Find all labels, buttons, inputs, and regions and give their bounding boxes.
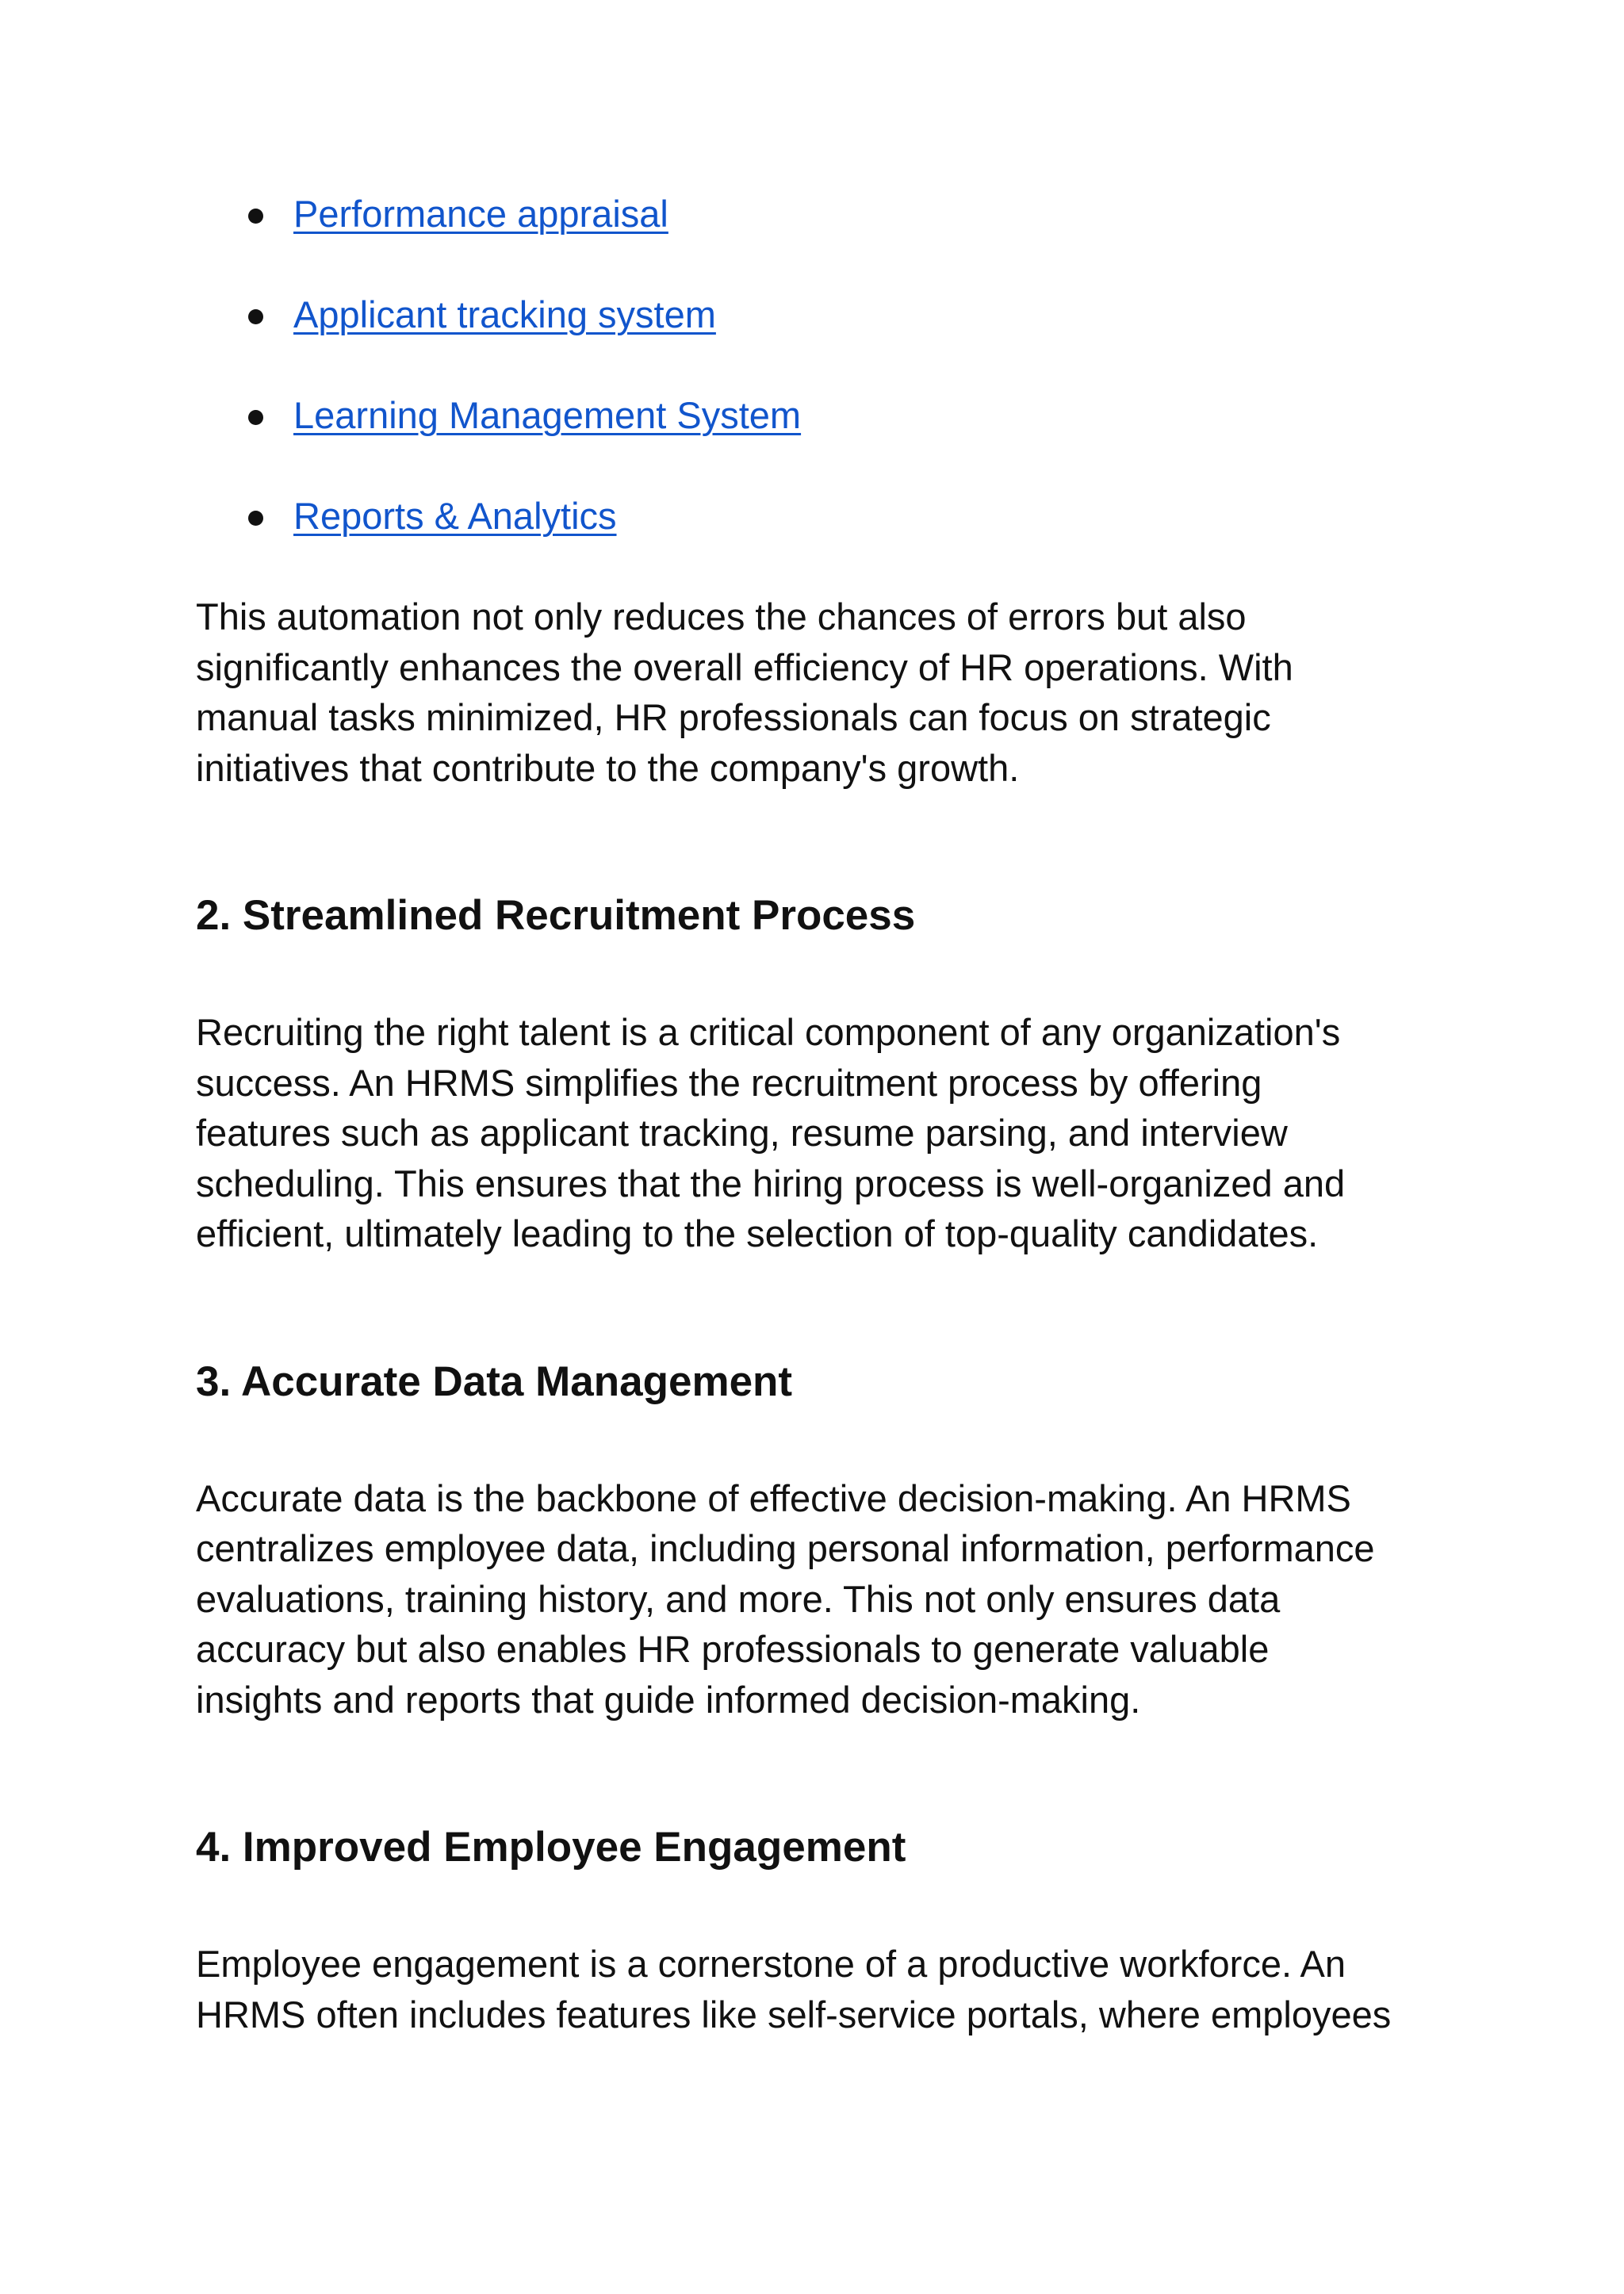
- section-heading-data-management: 3. Accurate Data Management: [196, 1358, 793, 1405]
- bullet-icon: [248, 209, 263, 224]
- link-applicant-tracking-system[interactable]: Applicant tracking system: [293, 293, 716, 335]
- list-item: [196, 390, 1465, 491]
- link-reports-analytics[interactable]: Reports & Analytics: [293, 495, 617, 537]
- section-paragraph-recruitment: Recruiting the right talent is a critical component of any organization's success. An HRMS simplifies the recruitment process by offering features such as applicant tracking, resume parsing, and interview scheduling. This ensures that the hiring process is well-organized and efficient, ultimately leading to the selection of top-quality candidates.: [196, 1011, 1346, 1254]
- feature-link-list: [196, 189, 1465, 592]
- link-performance-appraisal[interactable]: Performance appraisal: [293, 193, 668, 235]
- list-item: [196, 289, 1465, 390]
- bullet-icon: [248, 309, 263, 324]
- link-learning-management-system[interactable]: Learning Management System: [293, 394, 802, 436]
- bullet-icon: [248, 511, 263, 526]
- intro-paragraph: This automation not only reduces the chances of errors but also significantly enhances the overall efficiency of HR operations. With manual tasks minimized, HR professionals can focus on strategic initiatives that contribute to the company's growth.: [196, 596, 1293, 789]
- section-heading-recruitment: 2. Streamlined Recruitment Process: [196, 892, 916, 939]
- document-content: [196, 189, 1465, 2039]
- bullet-icon: [248, 410, 263, 425]
- list-item: [196, 491, 1465, 592]
- section-heading-engagement: 4. Improved Employee Engagement: [196, 1824, 906, 1871]
- list-item: [196, 189, 1465, 289]
- section-paragraph-engagement: Employee engagement is a cornerstone of a productive workforce. An HRMS often includes features like self-service portals, where employees: [196, 1943, 1392, 2035]
- section-paragraph-data-management: Accurate data is the backbone of effective decision-making. An HRMS centralizes employee data, including personal information, performance evaluations, training history, and more. This not only ensures data accuracy but also enables HR professionals to generate valuable insights and reports that guide informed decision-making.: [196, 1476, 1375, 1721]
